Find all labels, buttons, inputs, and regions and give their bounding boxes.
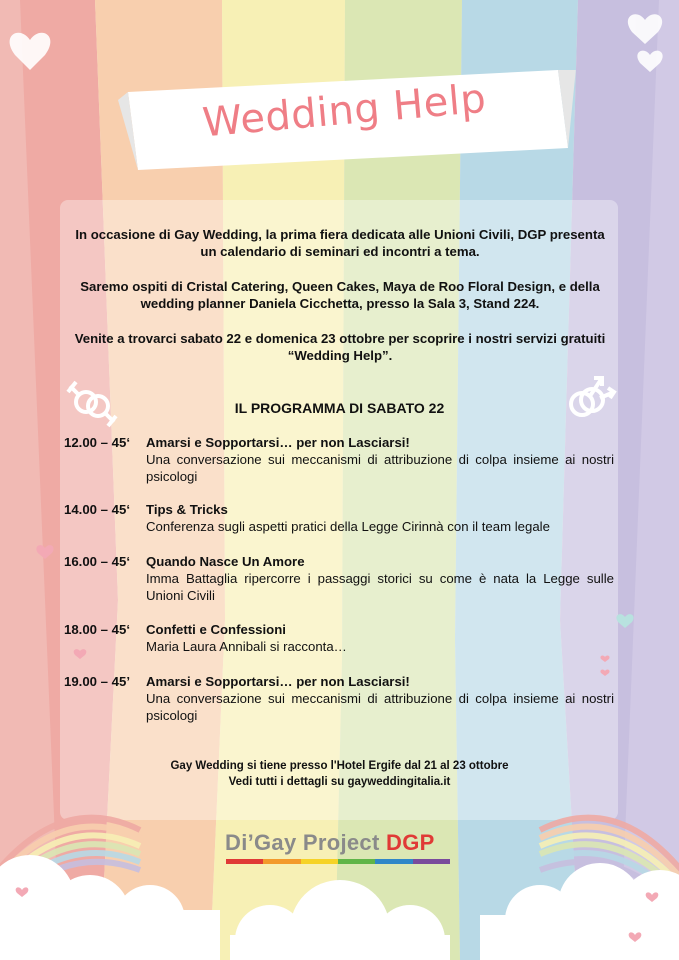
footer-info <box>0 758 679 790</box>
banner-title: Wedding Help <box>200 75 489 147</box>
schedule-title: Quando Nasce Un Amore <box>146 554 305 569</box>
schedule-desc: Conferenza sugli aspetti pratici della Legge Cirinnà con il team legale <box>146 519 550 534</box>
schedule-time: 14.00 – 45‘ <box>64 502 130 517</box>
schedule-desc: Una conversazione sui meccanismi di attribuzione di colpa insieme ai nostri psicologi <box>146 691 614 723</box>
logo-rainbow-bar <box>226 859 450 864</box>
schedule-desc: Maria Laura Annibali si racconta… <box>146 639 347 654</box>
schedule-time: 18.00 – 45‘ <box>64 622 130 637</box>
schedule-time: 19.00 – 45’ <box>64 674 130 689</box>
intro-paragraph-2: Saremo ospiti di Cristal Catering, Queen Cakes, Maya de Roo Floral Design, e della wedding planner Daniela Cicchetta, presso la Sala 3, Stand 224. <box>80 279 600 311</box>
schedule-title: Confetti e Confessioni <box>146 622 286 637</box>
footer-line-2: Vedi tutti i dettagli su gayweddingitalia.it <box>228 776 451 788</box>
footer-line-1: Gay Wedding si tiene presso l'Hotel Ergife dal 21 al 23 ottobre <box>170 760 509 772</box>
schedule-desc: Una conversazione sui meccanismi di attribuzione di colpa insieme ai nostri psicologi <box>146 452 614 484</box>
schedule-desc: Imma Battaglia ripercorre i passaggi storici su come è nata la Legge sulle Unioni Civili <box>146 571 614 603</box>
schedule-time: 12.00 – 45‘ <box>64 435 130 450</box>
schedule-title: Tips & Tricks <box>146 502 228 517</box>
logo-acronym: DGP <box>386 830 435 855</box>
intro-paragraph-3: Venite a trovarci sabato 22 e domenica 23 ottobre per scoprire i nostri servizi gratuiti “Wedding Help”. <box>74 331 606 363</box>
schedule-time: 16.00 – 45‘ <box>64 554 130 569</box>
intro-paragraph-1: In occasione di Gay Wedding, la prima fiera dedicata alle Unioni Civili, DGP presenta un calendario di seminari ed incontri a tema. <box>75 227 605 259</box>
schedule-title: Amarsi e Sopportarsi… per non Lasciarsi! <box>146 674 410 689</box>
logo-text: Di’Gay Project <box>225 830 380 855</box>
program-title: IL PROGRAMMA DI SABATO 22 <box>234 400 445 416</box>
schedule-title: Amarsi e Sopportarsi… per non Lasciarsi! <box>146 435 410 450</box>
